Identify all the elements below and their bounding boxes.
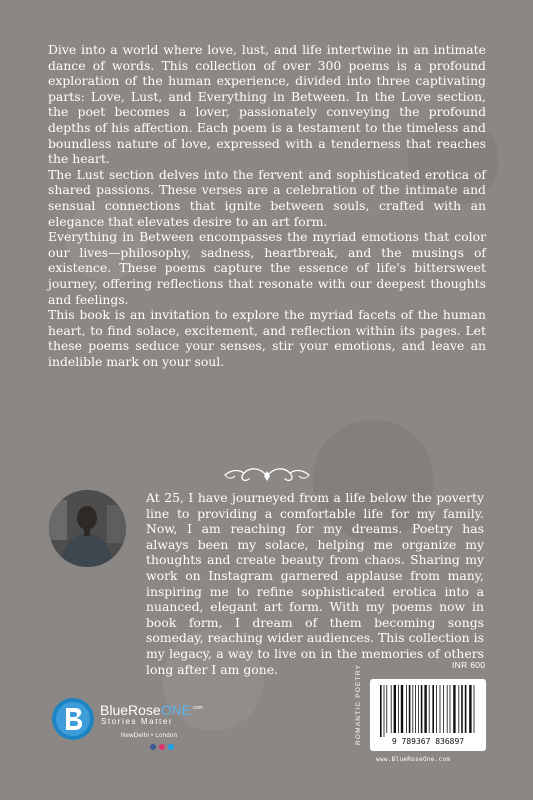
- barcode-bar: [465, 685, 467, 733]
- x-icon: [168, 744, 174, 750]
- publisher-name-main: BlueRose: [100, 702, 161, 718]
- ornament-divider-icon: [222, 463, 312, 489]
- publisher-website: www.BlueRoseOne.com: [376, 756, 451, 763]
- barcode-bar: [443, 685, 444, 733]
- barcode-bar: [415, 685, 416, 733]
- publisher-cities: NewDelhi • London: [121, 733, 178, 739]
- barcode-bar: [391, 685, 392, 733]
- barcode-bar: [461, 685, 463, 733]
- barcode-bar: [380, 685, 382, 737]
- instagram-icon: [159, 744, 165, 750]
- author-photo: [49, 490, 126, 567]
- barcode-bar: [440, 685, 441, 733]
- publisher-name: [100, 702, 203, 718]
- barcode-bar: [474, 685, 475, 733]
- barcode-bar: [412, 685, 413, 733]
- blurb-paragraph-invitation: This book is an invitation to explore the myriad facets of the human heart, to find solace, excitement, and reflection within its pages. Let these poems seduce your senses, stir your emotions, and leave an indelible mark on your soul.: [48, 307, 486, 369]
- isbn-number: 9 789367 836897: [391, 737, 465, 746]
- barcode-bar: [421, 685, 423, 733]
- blurb-paragraph-between: Everything in Between encompasses the myriad emotions that color our lives—philosophy, sadness, heartbreak, and the musings of existence. These poems capture the essence of life's bittersweet journey, offering reflections that resonate with our deepest thoughts and feelings.: [48, 229, 486, 307]
- barcode-bar: [394, 685, 396, 733]
- publisher-name-suffix: .com: [192, 705, 203, 712]
- barcode-bar: [406, 685, 407, 733]
- social-icons: [150, 744, 174, 750]
- publisher-tagline: Stories Matter: [101, 717, 174, 726]
- barcode-bar: [384, 685, 385, 737]
- publisher-logo-icon: [51, 697, 95, 741]
- blurb-paragraph-love: Dive into a world where love, lust, and life intertwine in an intimate dance of words. This collection of over 300 poems is a profound exploration of the human experience, divided into three captivating parts: Love, Lust, and Everything in Between. In the Love section, the poet becomes a lover, passionately conveying the profound depths of his affection. Each poem is a testament to the timeless and boundless nature of love, expressed with a tenderness that reaches the heart.: [48, 42, 486, 167]
- barcode-bar: [450, 685, 451, 733]
- barcode-bar: [458, 685, 459, 733]
- blurb-paragraph-lust: The Lust section delves into the fervent and sophisticated erotica of shared passions. These verses are a celebration of the intimate and sensual connections that ignite between souls, crafted with an elegance that elevates desire to an art form.: [48, 166, 486, 229]
- barcode-bar: [447, 685, 448, 733]
- price-label: INR 600: [452, 660, 486, 670]
- back-cover-blurb: [48, 42, 486, 369]
- barcode-bar: [409, 685, 411, 733]
- author-bio: At 25, I have journeyed from a life below the poverty line to providing a comfortable life for my family. Now, I am reaching for my dreams. Poetry has always been my solace, helping me organize my thoughts and create beauty from chaos. Sharing my work on Instagram garnered applause from many, inspiring me to refine sophisticated erotica into a nuanced, elegant art form. With my poems now in book form, I dream of them becoming songs someday, reaching wider audiences. This collection is my legacy, a way to live on in the memories of others long after I am gone.: [146, 490, 484, 677]
- barcode-bar: [432, 685, 434, 733]
- barcode-bar: [401, 685, 403, 733]
- barcode-bar: [429, 685, 430, 733]
- publisher-name-accent: ONE: [160, 702, 192, 718]
- barcode-bar: [418, 685, 419, 733]
- barcode-bar: [424, 685, 426, 733]
- barcode-bar: [453, 685, 455, 733]
- barcode-bar: [398, 685, 399, 733]
- barcode-bars: [370, 679, 486, 737]
- barcode-bar: [386, 685, 387, 733]
- genre-text: ROMANTIC POETRY: [355, 663, 362, 745]
- barcode-bar: [436, 685, 437, 733]
- isbn-barcode: [370, 679, 486, 751]
- facebook-icon: [150, 744, 156, 750]
- barcode-bar: [469, 685, 471, 733]
